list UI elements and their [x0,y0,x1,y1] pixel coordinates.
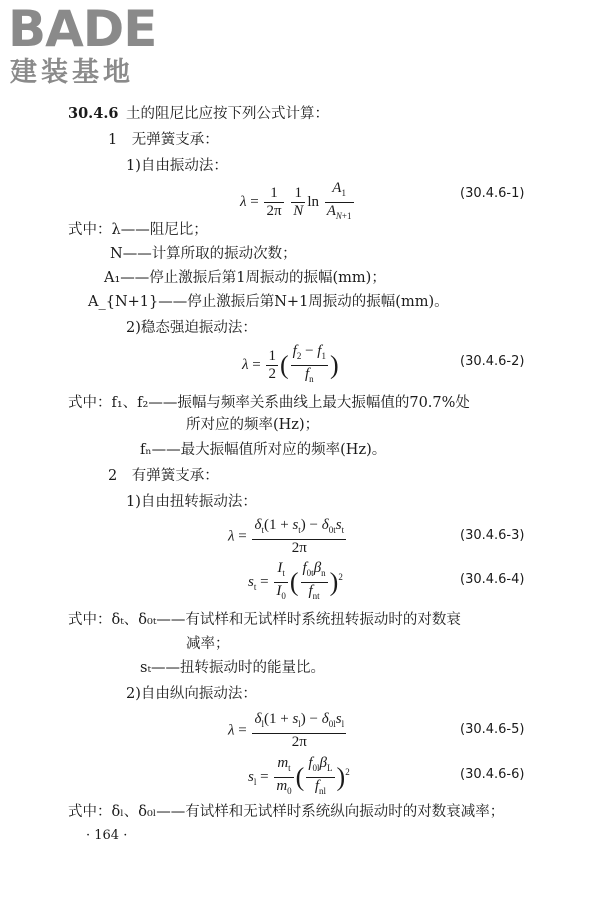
item-2-1: 1)自由扭转振动法： [126,494,257,510]
equation-3: λ = $\frac{\delta_t(1 + s_t) - \delta_{0t}s_t}{2\pi}$ [228,517,345,556]
item-1-2: 2)稳态强迫振动法： [126,320,257,336]
definition-f1-f2-cont: 所对应的频率(Hz)； [186,417,320,433]
definition-st: sₜ——扭转振动时的能量比。 [140,660,326,676]
equation-2-number: (30.4.6-2) [460,354,525,369]
equation-6-number: (30.4.6-6) [460,767,525,782]
definition-a1: A₁——停止激振后第1周振动的振幅(mm)； [104,270,386,286]
definition-f1-f2: 式中：f₁、f₂——振幅与频率关系曲线上最大振幅值的70.7%处 [68,395,470,411]
equation-5-number: (30.4.6-5) [460,722,525,737]
equation-1-number: (30.4.6-1) [460,186,525,201]
item-2: 2 有弹簧支承： [108,468,219,484]
equation-4-number: (30.4.6-4) [460,572,525,587]
page-number: · 164 · [86,828,128,843]
definition-delta-t: 式中：δₜ、δ₀ₜ——有试样和无试样时系统扭转振动时的对数衰 [68,612,461,628]
definition-delta-l: 式中：δₗ、δ₀ₗ——有试样和无试样时系统纵向振动时的对数衰减率； [68,804,505,820]
section-number: 30.4.6 [68,105,119,122]
definition-fn: fₙ——最大振幅值所对应的频率(Hz)。 [140,442,387,458]
logo-subtitle: 建装基地 [10,57,134,88]
equation-6: $s_l$ = $\frac{m_t}{m_0}$ ( $\frac{f_{0l}\beta_L}{f_{nl}}$ )$^2$ [248,755,350,796]
equation-1: λ = $\frac{1}{2\pi}$ $\frac{1}{N}$ ln $\frac{A_1}{A_{N+1}}$ [240,180,352,221]
definition-lambda: 式中：λ——阻尼比； [68,222,208,238]
equation-3-number: (30.4.6-3) [460,528,525,543]
logo-brand: BADE [8,0,157,58]
equation-5: λ = $\frac{\delta_l(1 + s_l) - \delta_{0l}s_l}{2\pi}$ [228,711,345,750]
section-title: 土的阻尼比应按下列公式计算： [126,106,329,122]
item-1-1: 1)自由振动法： [126,158,228,174]
equation-4: $s_t$ = $\frac{I_t}{I_0}$ ( $\frac{f_{0t}\beta_n}{f_{nt}}$ )$^2$ [248,560,343,601]
item-2-2: 2)自由纵向振动法： [126,686,257,702]
definition-delta-t-cont: 减率； [186,636,230,652]
equation-2: λ = $\frac{1}{2}$ ( $\frac{f_2 - f_1}{f_n}$ ) [242,343,339,384]
definition-n: N——计算所取的振动次数； [110,246,297,262]
definition-an1: A_{N+1}——停止激振后第N+1周振动的振幅(mm)。 [88,294,449,310]
item-1: 1 无弹簧支承： [108,132,219,148]
